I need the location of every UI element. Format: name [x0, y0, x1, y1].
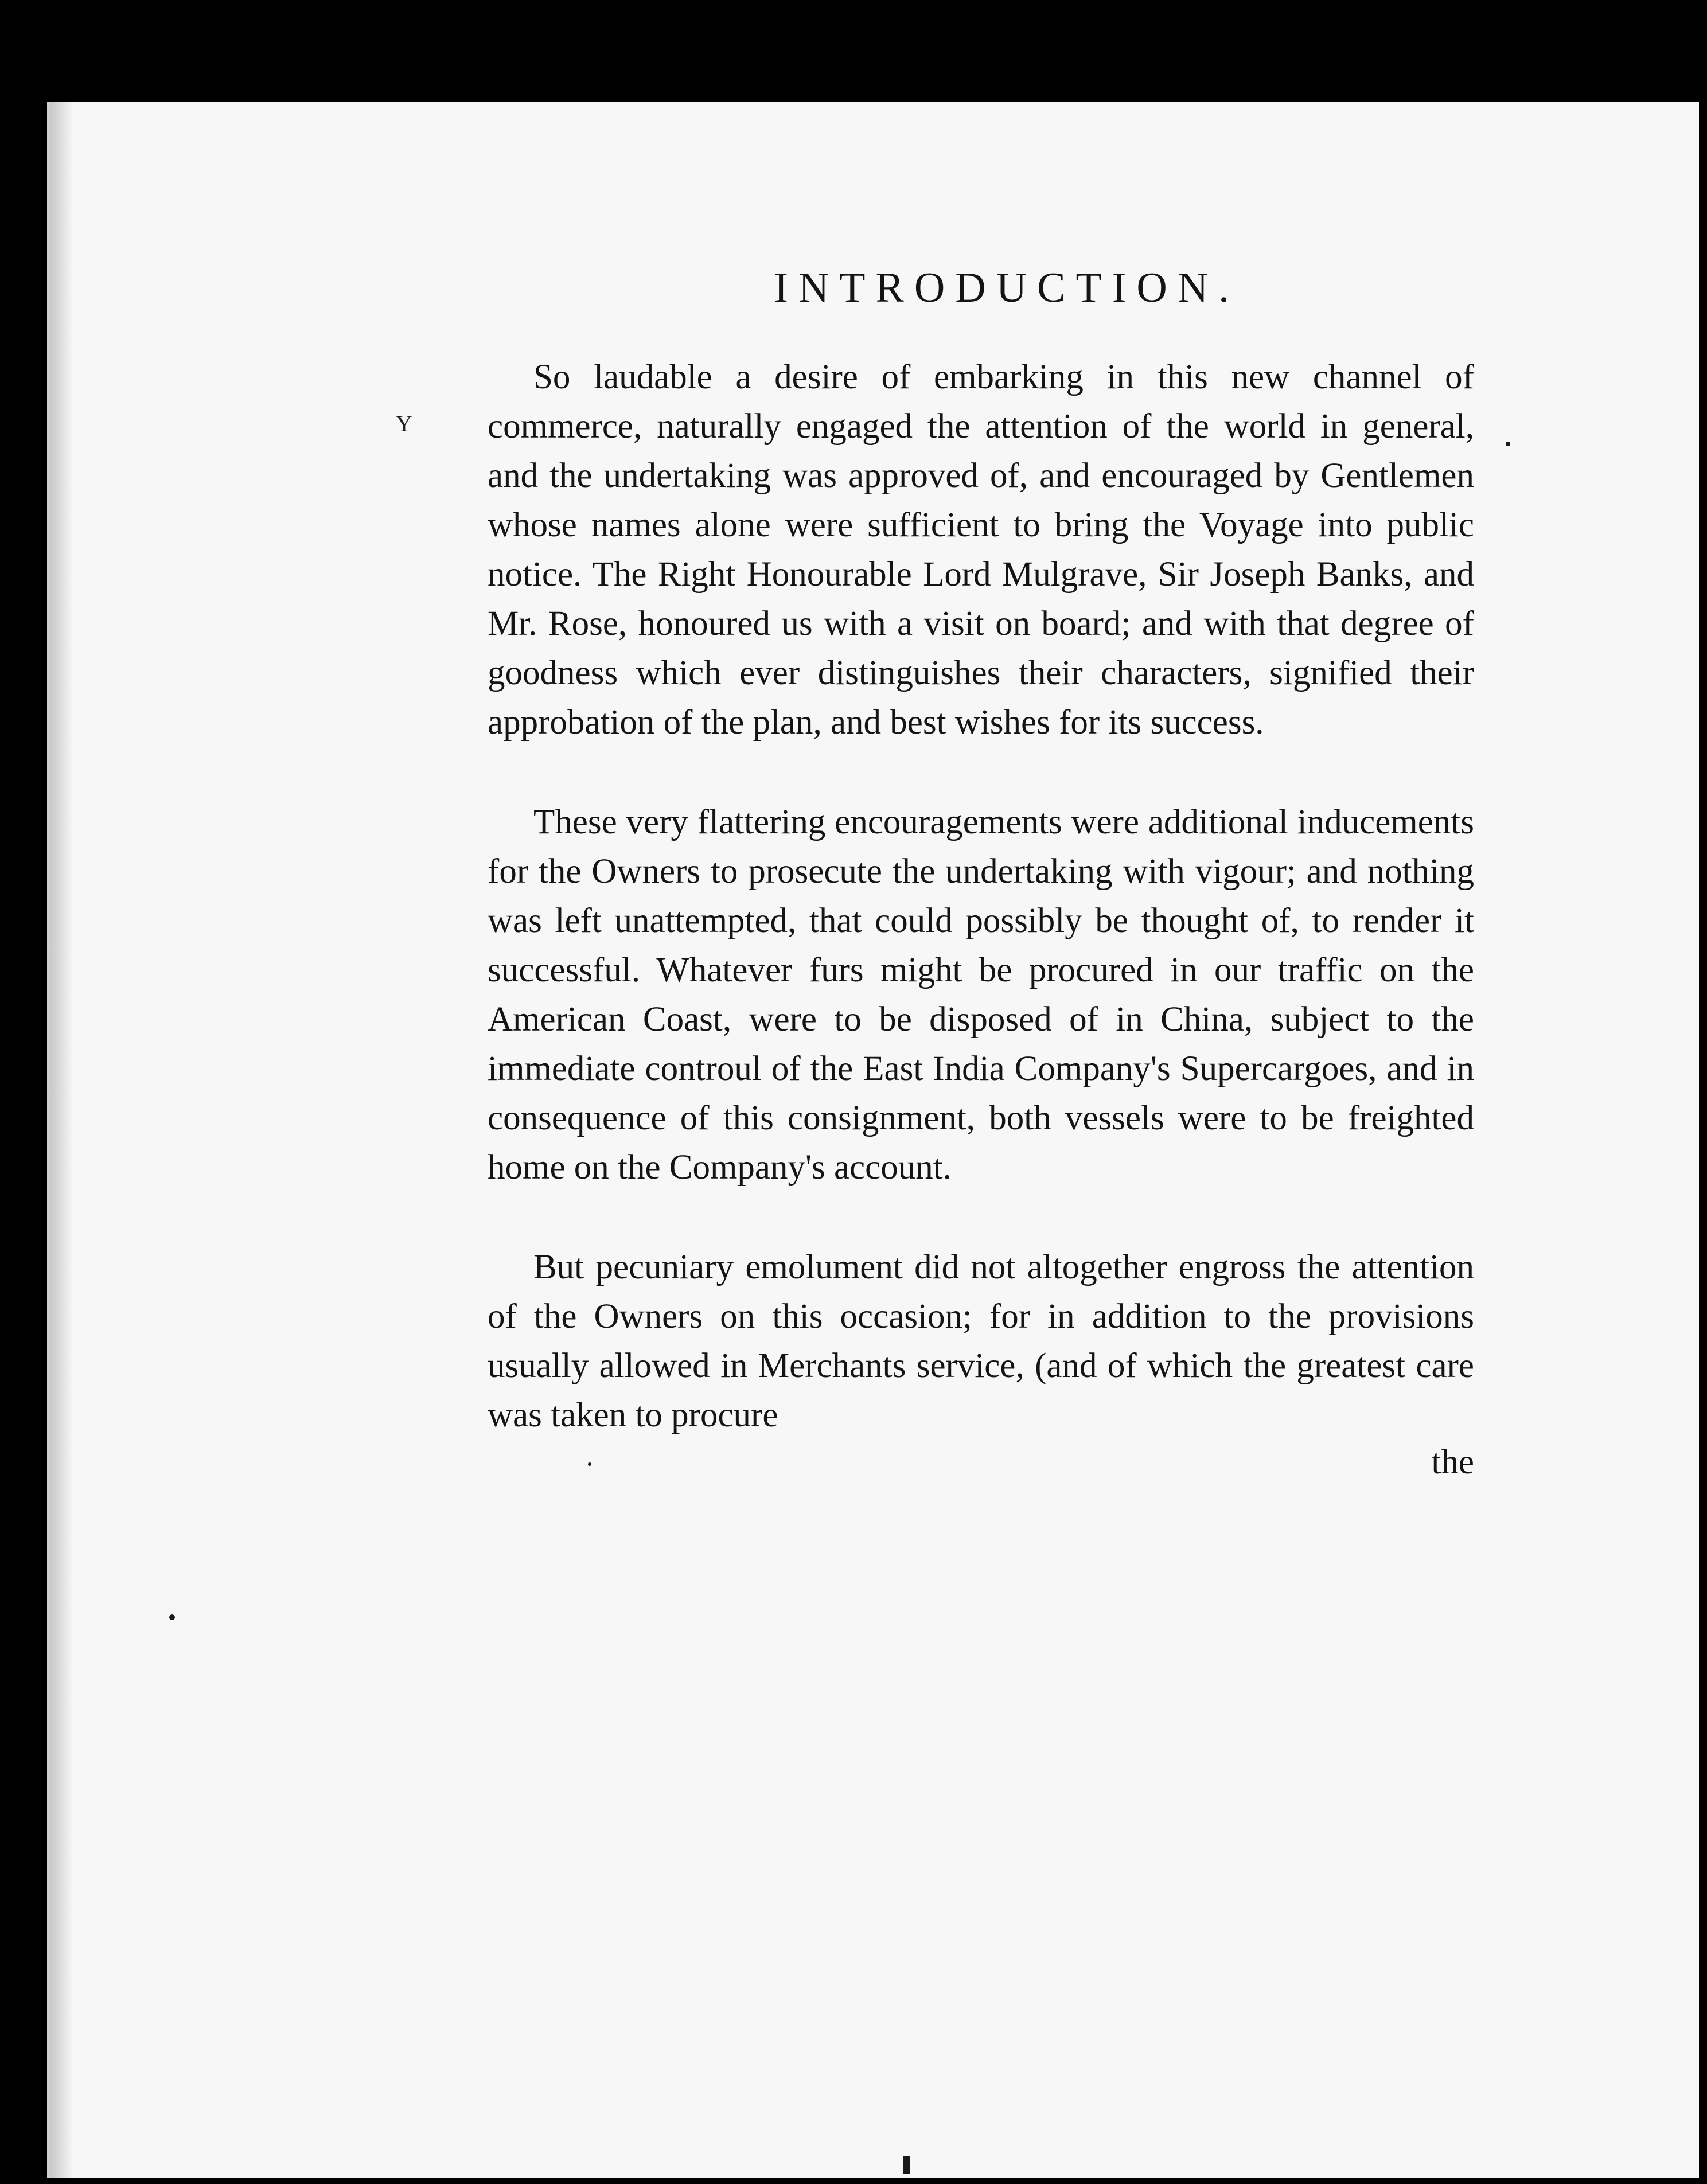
scan-speck — [1506, 442, 1510, 446]
scan-speck — [588, 1462, 591, 1466]
paragraph-3: But pecuniary emolument did not altogether engross the attention of the Owners on this occasion; for in addition to the provisions usually allowed in Merchants service, (and of which the greatest care was taken to procure — [488, 1248, 1474, 1434]
chapter-heading: INTRODUCTION. — [774, 264, 1240, 311]
paragraph-1: So laudable a desire of embarking in this new channel of commerce, naturally engaged the attention of the world in general, and the undertaking was approved of, and encouraged by Gentlemen whose names alone were sufficient to bring the Voyage into public notice. The Right Honourable Lord Mulgrave, Sir Joseph Banks, and Mr. Rose, honoured us with a visit on board; and with that degree of goodness which ever distinguishes their characters, signified their approbation of the plan, and best wishes for its success. — [488, 358, 1474, 742]
paragraph-2: These very flattering encouragements were additional inducements for the Owners to prosecute the undertaking with vigour; and nothing was left unattempted, that could possibly be thought of, to render it successful. Whatever furs might be procured in our traffic on the American Coast, were to be disposed of in China, subject to the immediate controul of the East India Company's Supercargoes, and in consequence of this consignment, both vessels were to be freighted home on the Company's account. — [488, 803, 1474, 1187]
scan-speck — [903, 2156, 910, 2174]
page-text — [488, 264, 1474, 1483]
catchword: the — [1431, 1443, 1474, 1481]
margin-mark: Y — [396, 411, 412, 436]
scan-speck — [169, 1614, 175, 1620]
page-edge-shadow — [50, 102, 73, 2178]
